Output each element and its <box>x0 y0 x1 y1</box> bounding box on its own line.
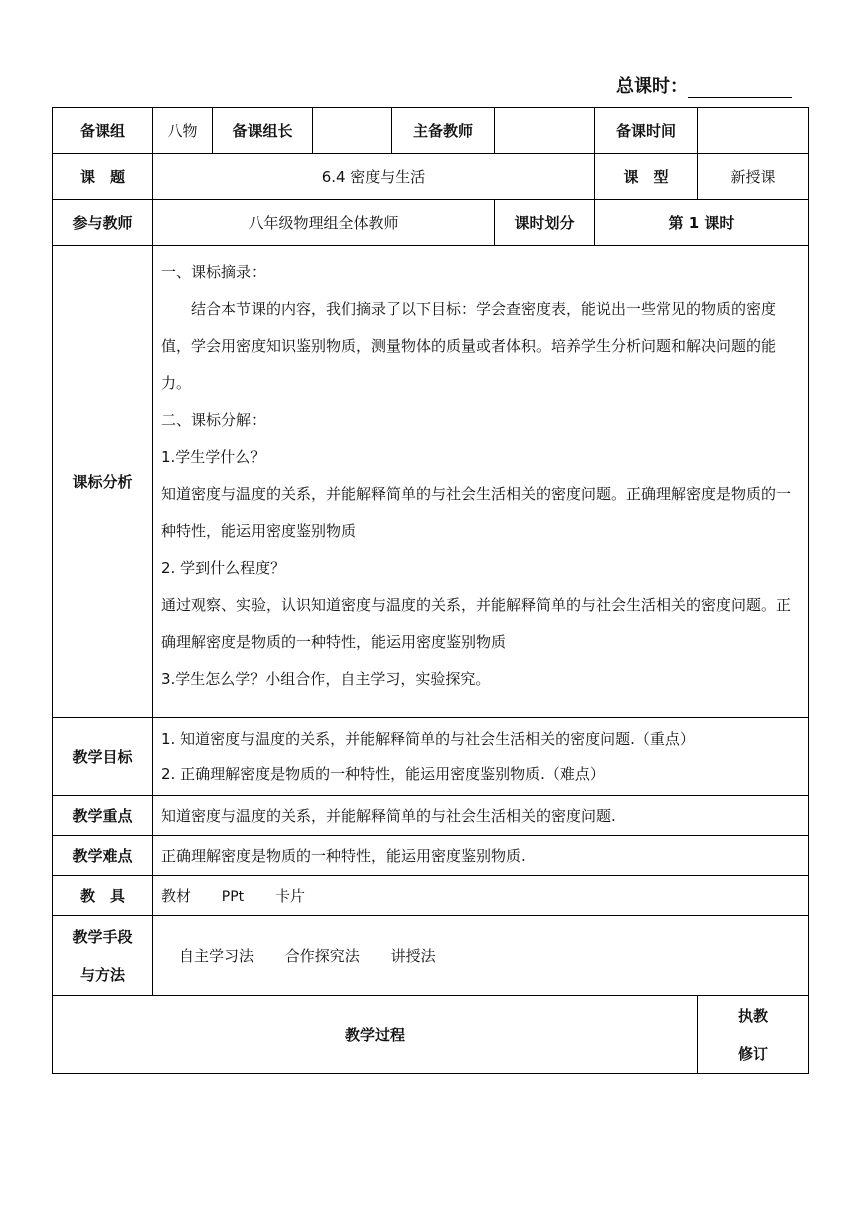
total-hours <box>616 72 792 98</box>
standards-label: 课标分析 <box>53 246 153 718</box>
topic-value: 6.4 密度与生活 <box>153 154 595 200</box>
methods-list <box>153 916 809 996</box>
total-hours-blank <box>688 77 792 98</box>
lesson-plan-table <box>52 107 809 1074</box>
row-participants <box>53 200 809 246</box>
row-difficulties <box>53 836 809 876</box>
prep-time-value <box>698 108 809 154</box>
leader-value <box>313 108 392 154</box>
main-teacher-label: 主备教师 <box>392 108 495 154</box>
objectives-label: 教学目标 <box>53 718 153 796</box>
row-standards <box>53 246 809 718</box>
standards-line: 结合本节课的内容，我们摘录了以下目标：学会查密度表，能说出一些常见的物质的密度值，学会用密度知识鉴别物质，测量物体的质量或者体积。培养学生分析问题和解决问题的能力。 <box>161 300 777 392</box>
key-points-label: 教学重点 <box>53 796 153 836</box>
process-label: 教学过程 <box>53 996 698 1074</box>
method-item: 讲授法 <box>390 947 436 965</box>
standards-line: 2. 学到什么程度？ <box>161 559 286 577</box>
row-prep-info <box>53 108 809 154</box>
type-label: 课 型 <box>595 154 698 200</box>
tool-item: 卡片 <box>274 887 305 905</box>
revise-label <box>698 996 809 1074</box>
group-value: 八物 <box>153 108 213 154</box>
standards-line: 一、课标摘录： <box>161 263 267 281</box>
revise-label-line: 修订 <box>737 1044 768 1063</box>
row-process <box>53 996 809 1074</box>
standards-line: 二、课标分解： <box>161 411 267 429</box>
objective-item: 1. 知道密度与温度的关系，并能解释简单的与社会生活相关的密度问题.（重点） <box>161 729 695 748</box>
methods-label <box>53 916 153 996</box>
method-item: 自主学习法 <box>179 947 255 965</box>
objective-item: 2. 正确理解密度是物质的一种特性，能运用密度鉴别物质.（难点） <box>161 764 605 783</box>
difficulties-value: 正确理解密度是物质的一种特性，能运用密度鉴别物质. <box>153 836 809 876</box>
row-methods <box>53 916 809 996</box>
revise-label-line: 执教 <box>737 1006 768 1025</box>
topic-label: 课 题 <box>53 154 153 200</box>
standards-line: 3.学生怎么学？小组合作，自主学习，实验探究。 <box>161 670 491 688</box>
row-objectives <box>53 718 809 796</box>
row-tools <box>53 876 809 916</box>
tools-label: 教 具 <box>53 876 153 916</box>
row-key-points <box>53 796 809 836</box>
objectives-content <box>153 718 809 796</box>
tool-item: PPt <box>221 889 245 905</box>
tools-list <box>153 876 809 916</box>
period-value: 第 1 课时 <box>595 200 809 246</box>
key-points-value: 知道密度与温度的关系，并能解释简单的与社会生活相关的密度问题. <box>153 796 809 836</box>
period-label: 课时划分 <box>495 200 595 246</box>
total-hours-label: 总课时： <box>616 76 688 97</box>
method-item: 合作探究法 <box>284 947 360 965</box>
main-teacher-value <box>495 108 595 154</box>
type-value: 新授课 <box>698 154 809 200</box>
group-label: 备课组 <box>53 108 153 154</box>
participants-value: 八年级物理组全体教师 <box>153 200 495 246</box>
standards-content <box>153 246 809 718</box>
methods-label-line: 教学手段 <box>72 927 133 946</box>
participants-label: 参与教师 <box>53 200 153 246</box>
standards-line: 1.学生学什么？ <box>161 448 266 466</box>
methods-label-line: 与方法 <box>79 965 125 984</box>
prep-time-label: 备课时间 <box>595 108 698 154</box>
standards-line: 知道密度与温度的关系，并能解释简单的与社会生活相关的密度问题。正确理解密度是物质的一种特性，能运用密度鉴别物质 <box>161 485 792 540</box>
standards-line: 通过观察、实验，认识知道密度与温度的关系，并能解释简单的与社会生活相关的密度问题。正确理解密度是物质的一种特性，能运用密度鉴别物质 <box>161 596 792 651</box>
leader-label: 备课组长 <box>213 108 313 154</box>
difficulties-label: 教学难点 <box>53 836 153 876</box>
row-topic <box>53 154 809 200</box>
tool-item: 教材 <box>161 887 192 905</box>
